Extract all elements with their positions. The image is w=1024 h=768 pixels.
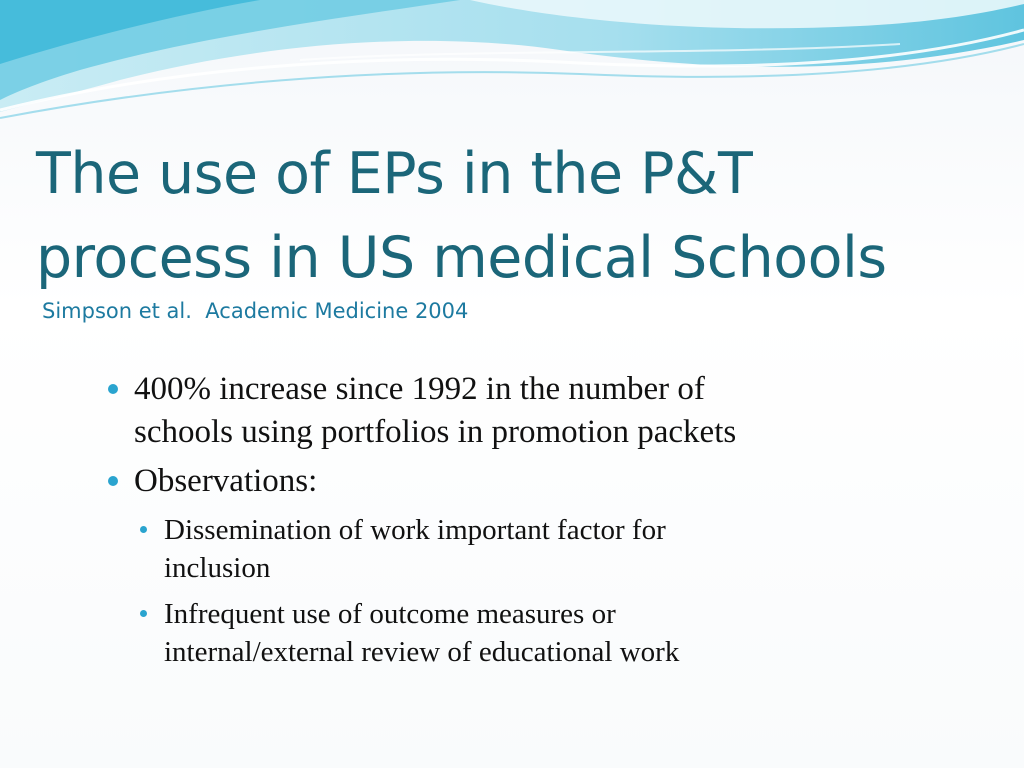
bullet-text: Observations: bbox=[134, 463, 318, 499]
bullet-item bbox=[104, 460, 964, 503]
citation-subtitle: Simpson et al. Academic Medicine 2004 bbox=[42, 299, 469, 323]
sub-bullet-dot-icon bbox=[140, 526, 147, 533]
bullet-text-line-1: 400% increase since 1992 in the number of bbox=[134, 371, 705, 407]
slide-body bbox=[104, 368, 964, 679]
slide-title bbox=[36, 132, 996, 300]
decorative-wave-banner bbox=[0, 0, 1024, 130]
sub-bullet-text-line-2: inclusion bbox=[164, 552, 271, 584]
slide-title-line-1: The use of EPs in the P&T bbox=[36, 141, 753, 207]
slide-title-line-2: process in US medical Schools bbox=[36, 225, 887, 291]
sub-bullet-dot-icon bbox=[140, 610, 147, 617]
sub-bullet-text-line-1: Infrequent use of outcome measures or bbox=[164, 598, 616, 630]
bullet-dot-icon bbox=[108, 476, 118, 486]
sub-bullet-item bbox=[104, 511, 964, 587]
sub-bullet-text-line-1: Dissemination of work important factor for bbox=[164, 514, 666, 546]
sub-bullet-text-line-2: internal/external review of educational work bbox=[164, 636, 680, 668]
bullet-dot-icon bbox=[108, 384, 118, 394]
bullet-text-line-2: schools using portfolios in promotion packets bbox=[134, 414, 737, 450]
bullet-item bbox=[104, 368, 964, 454]
sub-bullet-item bbox=[104, 595, 964, 671]
